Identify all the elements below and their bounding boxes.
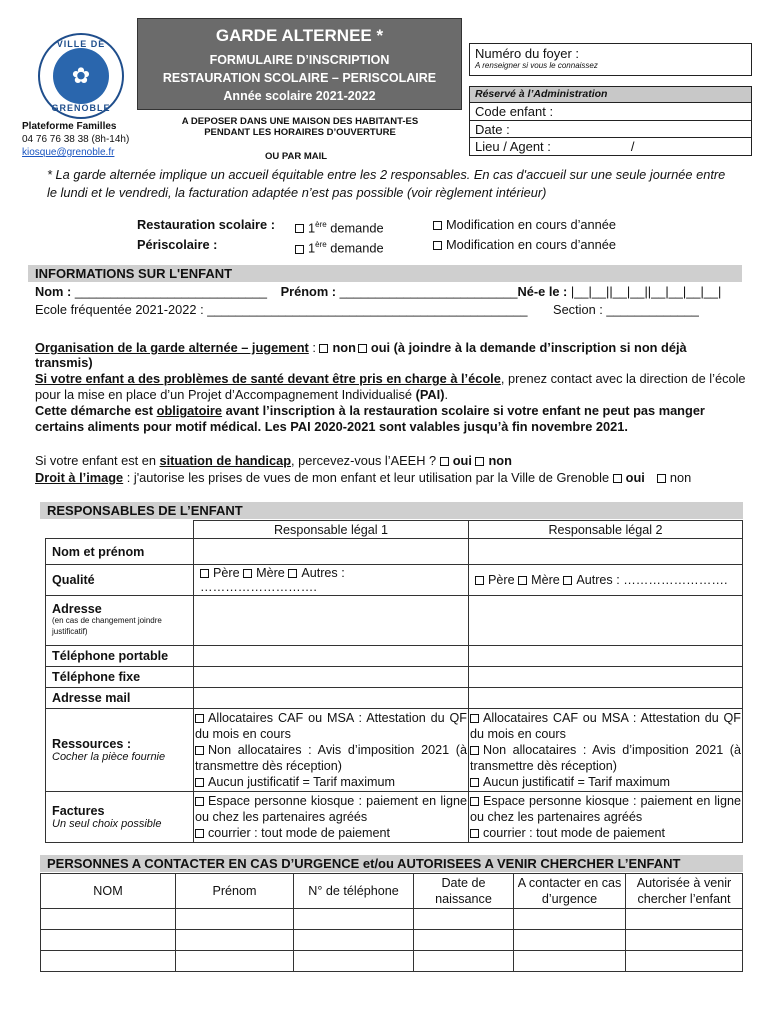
- logo-text-bottom: GRENOBLE: [51, 103, 111, 113]
- par-mail: OU PAR MAIL: [265, 151, 328, 162]
- resp1-courrier-label: courrier : tout mode de paiement: [208, 826, 391, 840]
- contact-naissance-input[interactable]: [414, 930, 514, 951]
- resp1-adresse-input[interactable]: [194, 596, 469, 646]
- resp1-pere-checkbox[interactable]: [200, 569, 209, 578]
- resto-first-label: demande: [326, 220, 384, 236]
- droit-image-label: Droit à l’image: [35, 470, 124, 485]
- qualite-label: Qualité: [46, 565, 194, 596]
- resp1-qualite: [194, 565, 469, 596]
- contact-row: [41, 909, 743, 930]
- admin-lieu-slash: /: [630, 139, 635, 154]
- resp2-mere-label: Mère: [531, 573, 560, 587]
- nom-prenom-label: Nom et prénom: [46, 539, 194, 565]
- contact-row: [41, 930, 743, 951]
- organisation-colon: :: [308, 340, 320, 355]
- resp2-autres-label: Autres : …………………….: [576, 573, 728, 587]
- admin-lieu-label: Lieu / Agent :: [475, 139, 551, 154]
- contact-nom-input[interactable]: [41, 951, 176, 972]
- prenom-input[interactable]: _________________________: [339, 284, 518, 299]
- resp1-autres-label: Autres : ……………………….: [200, 566, 345, 594]
- resp1-pere-label: Père: [213, 566, 240, 580]
- resp1-tel-portable-input[interactable]: [194, 646, 469, 667]
- resp2-tel-portable-input[interactable]: [469, 646, 743, 667]
- resp1-non-alloc-label: Non allocataires : Avis d’imposition 2021 (à transmettre dès réception): [195, 743, 467, 773]
- resp2-header: Responsable légal 2: [469, 521, 743, 539]
- responsables-section-title: RESPONSABLES DE L’ENFANT: [40, 502, 743, 519]
- contacts-section-title: PERSONNES A CONTACTER EN CAS D’URGENCE et/ou AUTORISEES A VENIR CHERCHER L’ENFANT: [40, 855, 743, 872]
- resp1-espace-checkbox[interactable]: [195, 797, 204, 806]
- image-non-checkbox[interactable]: [657, 474, 666, 483]
- contacts-header-prenom: Prénom: [176, 874, 294, 909]
- resp1-aucun-label: Aucun justificatif = Tarif maximum: [208, 775, 395, 789]
- resp2-nom-input[interactable]: [469, 539, 743, 565]
- resp1-courrier-checkbox[interactable]: [195, 829, 204, 838]
- form-title: GARDE ALTERNEE *: [215, 26, 384, 45]
- factures-note: Un seul choix possible: [52, 818, 162, 830]
- resp2-qualite: [469, 565, 743, 596]
- resp1-aucun-checkbox[interactable]: [195, 778, 204, 787]
- resp1-mere-label: Mère: [256, 566, 285, 580]
- contact-tel-input[interactable]: [294, 951, 414, 972]
- resp2-adresse-input[interactable]: [469, 596, 743, 646]
- demarche-text-2: avant l’inscription à la restauration scolaire si votre enfant ne peut pas manger certains aliments pour motif médical. Les PAI 2020-2021 sont valables jusqu’à fin novembre 2021.: [35, 403, 705, 434]
- contact-autorisee-input[interactable]: [626, 930, 743, 951]
- resp1-espace-label: Espace personne kiosque : paiement en ligne ou chez les partenaires agréés: [195, 794, 467, 824]
- depot-instructions: [150, 116, 450, 138]
- ecole-input[interactable]: _____________________________________________: [207, 302, 528, 317]
- sante-heading: Si votre enfant a des problèmes de santé devant être pris en charge à l’école: [35, 371, 501, 386]
- enfant-identity-row: [35, 284, 745, 299]
- resp1-factures: [194, 792, 469, 843]
- image-oui-checkbox[interactable]: [613, 474, 622, 483]
- fleur-emblem-icon: ✿: [53, 48, 109, 104]
- aeeh-oui-label: oui: [452, 453, 472, 468]
- resp1-nom-input[interactable]: [194, 539, 469, 565]
- ressources-cell: [46, 709, 194, 792]
- contact-urgence-input[interactable]: [514, 951, 626, 972]
- form-subtitle-2: RESTAURATION SCOLAIRE – PERISCOLAIRE: [162, 71, 437, 85]
- contact-naissance-input[interactable]: [414, 951, 514, 972]
- contacts-header-autorisee: Autorisée à venir chercher l’enfant: [626, 874, 743, 909]
- contact-prenom-input[interactable]: [176, 909, 294, 930]
- resp2-espace-checkbox[interactable]: [470, 797, 479, 806]
- contacts-header-telephone: N° de téléphone: [294, 874, 414, 909]
- resp2-factures: [469, 792, 743, 843]
- resp1-caf-label: Allocataires CAF ou MSA : Attestation du QF du mois en cours: [195, 711, 467, 741]
- resp2-mere-checkbox[interactable]: [518, 576, 527, 585]
- foyer-number-box[interactable]: [469, 43, 752, 76]
- resp1-autres-checkbox[interactable]: [288, 569, 297, 578]
- platform-contact: [22, 120, 129, 159]
- demarche-text-1: Cette démarche est: [35, 403, 157, 418]
- ressources-note: Cocher la pièce fournie: [52, 751, 166, 763]
- factures-label: Factures: [52, 804, 105, 818]
- pai-label: (PAI): [415, 387, 445, 402]
- resp2-non-alloc-label: Non allocataires : Avis d’imposition 2021 (à transmettre dès réception): [470, 743, 741, 773]
- contacts-header-naissance: Date de naissance: [414, 874, 514, 909]
- contact-prenom-input[interactable]: [176, 951, 294, 972]
- peri-first-num: 1: [308, 240, 316, 256]
- peri-first-checkbox[interactable]: [295, 245, 304, 254]
- handicap-droit-block: [35, 452, 747, 486]
- naissance-input[interactable]: |__|__||__|__||__|__|__|__|: [570, 284, 722, 299]
- foyer-label: Numéro du foyer :: [475, 46, 580, 61]
- contact-row: [41, 951, 743, 972]
- org-non-label: non: [332, 340, 356, 355]
- image-oui-label: oui: [625, 470, 645, 485]
- aeeh-non-checkbox[interactable]: [475, 457, 484, 466]
- form-subtitle-1: FORMULAIRE D’INSCRIPTION: [209, 53, 390, 67]
- sante-paragraph: [35, 371, 747, 435]
- ecole-label: Ecole fréquentée 2021-2022 :: [35, 302, 204, 317]
- contact-naissance-input[interactable]: [414, 909, 514, 930]
- organisation-row: [35, 340, 745, 370]
- tel-fixe-label: Téléphone fixe: [46, 667, 194, 688]
- resp2-caf-checkbox[interactable]: [470, 714, 479, 723]
- org-non-checkbox[interactable]: [319, 344, 328, 353]
- platform-email-link[interactable]: kiosque@grenoble.fr: [22, 147, 115, 158]
- contact-urgence-input[interactable]: [514, 909, 626, 930]
- contact-nom-input[interactable]: [41, 930, 176, 951]
- resp2-caf-label: Allocataires CAF ou MSA : Attestation du QF du mois en cours: [470, 711, 741, 741]
- handicap-label: situation de handicap: [159, 453, 292, 468]
- resp2-ressources: [469, 709, 743, 792]
- logo-text-top: VILLE DE: [56, 39, 106, 49]
- resp2-tel-fixe-input[interactable]: [469, 667, 743, 688]
- peri-modif-label: Modification en cours d’année: [446, 237, 617, 253]
- section-label: Section :: [553, 302, 603, 317]
- resto-first-sup: ère: [315, 220, 327, 229]
- obligatoire-label: obligatoire: [156, 403, 223, 418]
- resp2-aucun-checkbox[interactable]: [470, 778, 479, 787]
- droit-image-text: : j'autorise les prises de vues de mon enfant et leur utilisation par la Ville de Grenoble: [123, 470, 613, 485]
- handicap-text-1: Si votre enfant est en: [35, 453, 160, 468]
- prenom-label: Prénom :: [280, 284, 337, 299]
- org-oui-label: oui (à joindre à la demande d’inscription si non déjà transmis): [35, 340, 687, 370]
- platform-phone: 04 76 76 38 38 (8h-14h): [22, 134, 130, 145]
- contact-prenom-input[interactable]: [176, 930, 294, 951]
- resp2-pere-label: Père: [488, 573, 515, 587]
- admin-date-field: Date :: [470, 121, 751, 139]
- garde-alternee-note: * La garde alternée implique un accueil équitable entre les 2 responsables. En cas d'accueil sur une seule journée entre le lundi et le vendredi, la facturation adaptée n’est pas possible (voir règlement intérieur): [47, 167, 726, 200]
- admin-reserved-box: [469, 86, 752, 156]
- tel-portable-label: Téléphone portable: [46, 646, 194, 667]
- sante-text: , prenez contact avec la direction de l’école pour la mise en place d’un Projet d’Accompagnement Individualisé: [35, 371, 746, 402]
- resp1-ressources: [194, 709, 469, 792]
- contact-nom-input[interactable]: [41, 909, 176, 930]
- peri-first-sup: ère: [315, 240, 327, 250]
- naissance-label: Né-e le :: [517, 284, 568, 299]
- admin-lieu-field: [470, 138, 751, 156]
- adresse-cell: [46, 596, 194, 646]
- resp1-caf-checkbox[interactable]: [195, 714, 204, 723]
- aeeh-non-label: non: [488, 453, 512, 468]
- form-subtitle-3: Année scolaire 2021-2022: [223, 89, 376, 103]
- peri-modif-checkbox[interactable]: [433, 241, 442, 250]
- factures-cell: [46, 792, 194, 843]
- resto-first-checkbox[interactable]: [295, 224, 304, 233]
- resto-label: Restauration scolaire :: [137, 217, 275, 232]
- contact-autorisee-input[interactable]: [626, 951, 743, 972]
- organisation-label: Organisation de la garde alternée – jugement: [35, 340, 309, 355]
- resp2-aucun-label: Aucun justificatif = Tarif maximum: [483, 775, 670, 789]
- adresse-note: (en cas de changement joindre justificatif): [52, 616, 162, 636]
- enfant-section-title: INFORMATIONS SUR L'ENFANT: [28, 265, 742, 282]
- form-title-box: [137, 18, 462, 110]
- resp2-non-alloc-checkbox[interactable]: [470, 746, 479, 755]
- resp1-header: Responsable légal 1: [194, 521, 469, 539]
- contacts-header-nom: NOM: [41, 874, 176, 909]
- pai-end: .: [444, 387, 449, 402]
- contacts-table: [40, 873, 743, 972]
- foyer-hint: A renseigner si vous le connaissez: [475, 61, 598, 70]
- platform-name: Plateforme Familles: [22, 121, 117, 132]
- handicap-text-2: , percevez-vous l’AEEH ?: [291, 453, 440, 468]
- resp1-non-alloc-checkbox[interactable]: [195, 746, 204, 755]
- contact-tel-input[interactable]: [294, 930, 414, 951]
- image-non-label: non: [669, 470, 692, 485]
- resp2-courrier-checkbox[interactable]: [470, 829, 479, 838]
- resp1-mere-checkbox[interactable]: [243, 569, 252, 578]
- contact-tel-input[interactable]: [294, 909, 414, 930]
- resp2-mail-input[interactable]: [469, 688, 743, 709]
- resp2-courrier-label: courrier : tout mode de paiement: [483, 826, 666, 840]
- contact-autorisee-input[interactable]: [626, 909, 743, 930]
- admin-code-field: Code enfant :: [470, 103, 751, 121]
- adresse-label: Adresse: [52, 602, 102, 616]
- depot-line-2: PENDANT LES HORAIRES D’OUVERTURE: [204, 127, 396, 138]
- demande-type: [137, 216, 616, 257]
- ecole-row: [35, 302, 699, 317]
- responsables-table: [45, 520, 743, 843]
- resp1-tel-fixe-input[interactable]: [194, 667, 469, 688]
- resp1-mail-input[interactable]: [194, 688, 469, 709]
- depot-line-1: A DEPOSER DANS UNE MAISON DES HABITANT-ES: [181, 116, 419, 127]
- aeeh-oui-checkbox[interactable]: [440, 457, 449, 466]
- org-oui-checkbox[interactable]: [358, 344, 367, 353]
- nom-label: Nom :: [35, 284, 72, 299]
- contact-urgence-input[interactable]: [514, 930, 626, 951]
- peri-label: Périscolaire :: [137, 237, 218, 253]
- ville-de-grenoble-logo: [38, 33, 124, 119]
- resp2-autres-checkbox[interactable]: [563, 576, 572, 585]
- resp2-espace-label: Espace personne kiosque : paiement en ligne ou chez les partenaires agréés: [470, 794, 741, 824]
- mail-label: Adresse mail: [46, 688, 194, 709]
- section-input[interactable]: _____________: [606, 302, 699, 317]
- contacts-header-urgence: A contacter en cas d’urgence: [514, 874, 626, 909]
- resto-first-num: 1: [308, 220, 316, 236]
- admin-header: Réservé à l’Administration: [470, 87, 751, 103]
- peri-first-label: demande: [326, 240, 384, 256]
- resto-modif-label: Modification en cours d’année: [446, 217, 617, 232]
- resp2-pere-checkbox[interactable]: [475, 576, 484, 585]
- resto-modif-checkbox[interactable]: [433, 221, 442, 230]
- ressources-label: Ressources :: [52, 737, 132, 751]
- nom-input[interactable]: ___________________________: [74, 284, 267, 299]
